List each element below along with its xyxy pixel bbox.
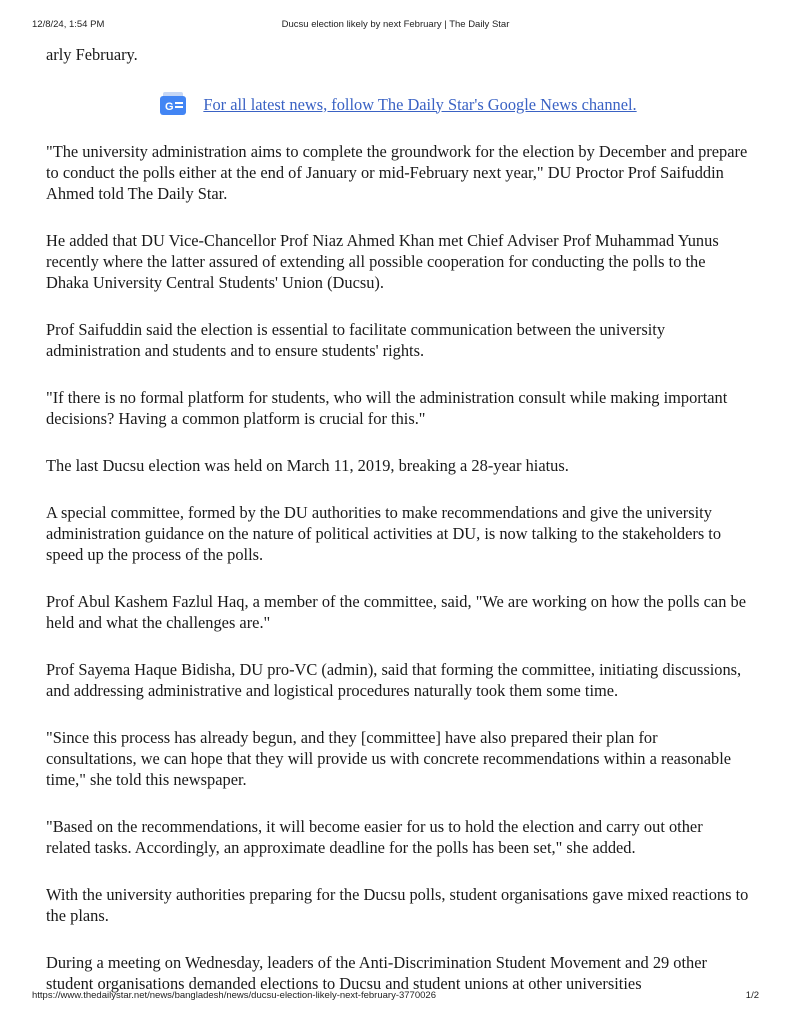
print-page-title: Ducsu election likely by next February | The Daily Star: [281, 19, 510, 30]
article-paragraph: With the university authorities preparing for the Ducsu polls, student organisations gave mixed reactions to the plans.: [46, 885, 749, 925]
article-paragraph: During a meeting on Wednesday, leaders of the Anti-Discrimination Student Movement and 29 other student organisations demanded elections to Ducsu and student unions at other universities: [46, 953, 707, 993]
article-paragraph: "If there is no formal platform for students, who will the administration consult while making important decisions? Having a common platform is crucial for this.": [46, 388, 728, 428]
article-paragraph: Prof Abul Kashem Fazlul Haq, a member of the committee, said, "We are working on how the polls can be held and what the challenges are.": [46, 592, 746, 632]
article-paragraph: "Based on the recommendations, it will become easier for us to hold the election and carry out other related tasks. Accordingly, an approximate deadline for the polls has been set," she added.: [46, 817, 703, 857]
article-paragraph: He added that DU Vice-Chancellor Prof Niaz Ahmed Khan met Chief Adviser Prof Muhammad Yunus recently where the latter assured of extending all possible cooperation for conducting the polls to the Dhaka University Central Students' Union (Ducsu).: [46, 231, 719, 292]
google-news-link[interactable]: For all latest news, follow The Daily Star's Google News channel.: [203, 94, 637, 114]
page-number: 1/2: [745, 990, 759, 1001]
svg-text:G: G: [165, 101, 174, 113]
article-paragraph: "Since this process has already begun, and they [committee] have also prepared their plan for consultations, we can hope that they will provide us with concrete recommendations within a reasonable time," she told this newspaper.: [46, 728, 732, 789]
print-footer: [32, 990, 759, 1004]
article-paragraph: Prof Sayema Haque Bidisha, DU pro-VC (admin), said that forming the committee, initiating discussions, and addressing administrative and logistical procedures naturally took them some time.: [46, 660, 742, 700]
article-body: [46, 44, 750, 1020]
lead-fragment: arly February.: [46, 45, 138, 64]
article-paragraph: The last Ducsu election was held on March 11, 2019, breaking a 28-year hiatus.: [46, 456, 569, 475]
article-paragraph: "The university administration aims to complete the groundwork for the election by December and prepare to conduct the polls either at the end of January or mid-February next year," DU Proctor Prof Saifuddin Ahmed told The Daily Star.: [46, 142, 748, 203]
google-news-promo[interactable]: [46, 89, 750, 119]
article-paragraph: Prof Saifuddin said the election is essential to facilitate communication between the university administration and students and to ensure students' rights.: [46, 320, 666, 360]
print-url[interactable]: https://www.thedailystar.net/news/bangladesh/news/ducsu-election-likely-next-february-3770026: [32, 990, 436, 1001]
google-news-icon[interactable]: [159, 91, 187, 117]
print-header: [32, 19, 759, 33]
article-paragraph: A special committee, formed by the DU authorities to make recommendations and give the university administration guidance on the nature of political activities at DU, is now talking to the stakeholders to speed up the process of the polls.: [46, 503, 722, 564]
print-date: 12/8/24, 1:54 PM: [32, 19, 105, 30]
